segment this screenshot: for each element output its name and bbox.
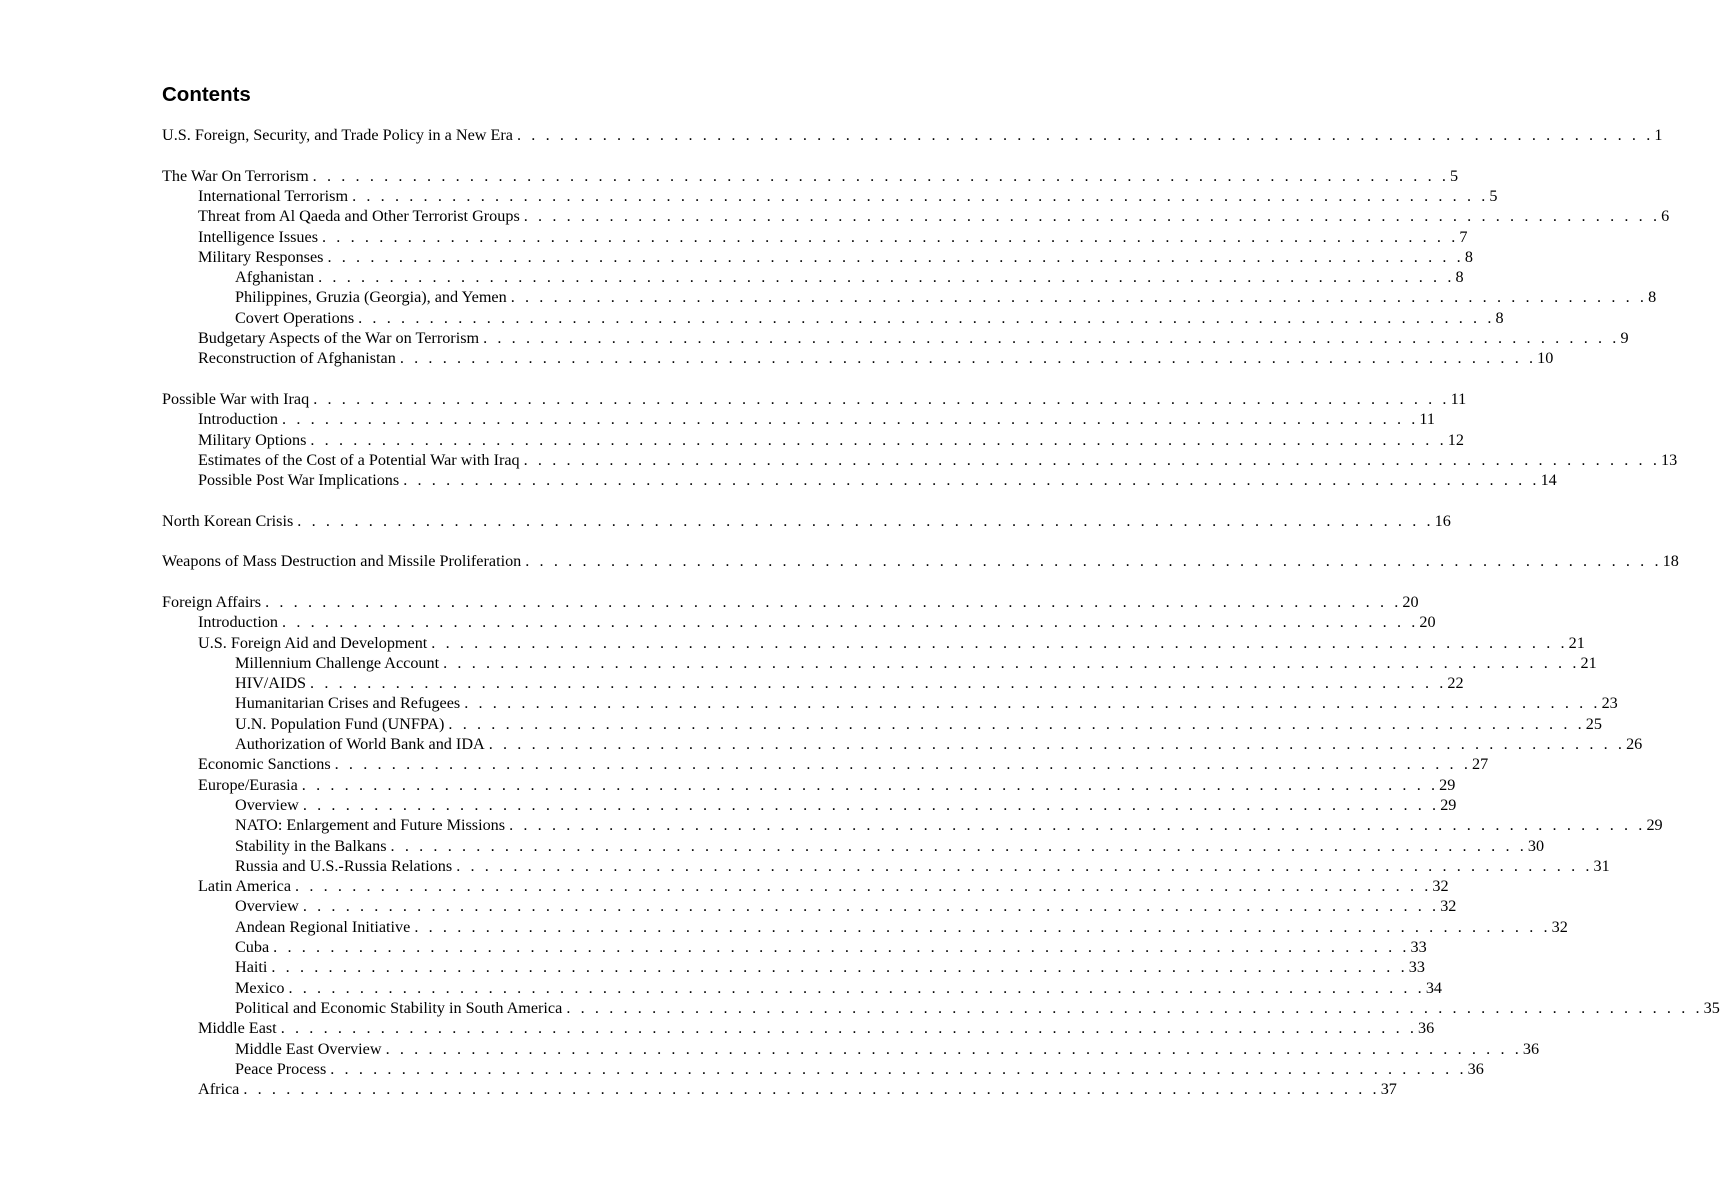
toc-entry[interactable] bbox=[162, 714, 1602, 736]
dot-leader: . . . . . . . . . . . . . . . . . . . . . . . . . . . . . . . . . . . . . . . . . . . . . . . . . . . . . . . . . . . . . . . . . . . . . . . . . . . . . . . . bbox=[273, 938, 1410, 956]
toc-entry[interactable] bbox=[162, 693, 1618, 715]
toc-entry[interactable] bbox=[162, 653, 1597, 675]
toc-entry-title: Economic Sanctions bbox=[198, 755, 331, 774]
dot-leader: . . . . . . . . . . . . . . . . . . . . . . . . . . . . . . . . . . . . . . . . . . . . . . . . . . . . . . . . . . . . . . . . . . . . . . . . . . . . . . . . bbox=[566, 998, 1703, 1017]
dot-leader: . . . . . . . . . . . . . . . . . . . . . . . . . . . . . . . . . . . . . . . . . . . . . . . . . . . . . . . . . . . . . . . . . . . . . . . . . . . . . . . . bbox=[310, 674, 1447, 693]
toc-entry-title: Threat from Al Qaeda and Other Terrorist Groups bbox=[198, 207, 520, 226]
toc-entry-title: Intelligence Issues bbox=[198, 227, 319, 246]
toc-entry-page: 10 bbox=[1537, 349, 1554, 368]
toc-entry-page: 36 bbox=[1467, 1059, 1484, 1078]
toc-entry-title: Military Options bbox=[198, 430, 307, 449]
dot-leader: . . . . . . . . . . . . . . . . . . . . . . . . . . . . . . . . . . . . . . . . . . . . . . . . . . . . . . . . . . . . . . . . . . . . . . . . . . . . . . . . bbox=[525, 552, 1662, 571]
toc-entry-page: 6 bbox=[1661, 207, 1670, 226]
dot-leader: . . . . . . . . . . . . . . . . . . . . . . . . . . . . . . . . . . . . . . . . . . . . . . . . . . . . . . . . . . . . . . . . . . . . . . . . . . . . . . . . bbox=[288, 978, 1425, 997]
toc-entry-title: Political and Economic Stability in South America bbox=[235, 998, 563, 1017]
dot-leader: . . . . . . . . . . . . . . . . . . . . . . . . . . . . . . . . . . . . . . . . . . . . . . . . . . . . . . . . . . . . . . . . . . . . . . . . . . . . . . . . bbox=[295, 877, 1432, 896]
toc-entry-title: Andean Regional Initiative bbox=[235, 917, 411, 936]
toc-entry[interactable] bbox=[162, 186, 1498, 208]
toc-entry[interactable] bbox=[162, 957, 1425, 979]
toc-entry-title: Cuba bbox=[235, 938, 270, 956]
toc-entry-page: 36 bbox=[1522, 1039, 1540, 1058]
toc-entry-title: Latin America bbox=[198, 877, 292, 896]
toc-entry[interactable] bbox=[162, 612, 1436, 634]
dot-leader: . . . . . . . . . . . . . . . . . . . . . . . . . . . . . . . . . . . . . . . . . . . . . . . . . . . . . . . . . . . . . . . . . . . . . . . . . . . . . . . . bbox=[243, 1080, 1380, 1099]
toc-entry[interactable] bbox=[162, 348, 1554, 370]
toc-entry-title: Peace Process bbox=[235, 1059, 327, 1078]
dot-leader: . . . . . . . . . . . . . . . . . . . . . . . . . . . . . . . . . . . . . . . . . . . . . . . . . . . . . . . . . . . . . . . . . . . . . . . . . . . . . . . . bbox=[385, 1039, 1522, 1058]
toc-entry-page: 13 bbox=[1661, 450, 1678, 469]
toc-entry-title: U.N. Population Fund (UNFPA) bbox=[235, 714, 445, 733]
toc-entry[interactable] bbox=[162, 166, 1459, 188]
toc-entry-title: NATO: Enlargement and Future Missions bbox=[235, 816, 506, 835]
toc-entry-page: 34 bbox=[1425, 978, 1442, 997]
dot-leader: . . . . . . . . . . . . . . . . . . . . . . . . . . . . . . . . . . . . . . . . . . . . . . . . . . . . . . . . . . . . . . . . . . . . . . . . . . . . . . . . bbox=[523, 450, 1660, 469]
toc-entry-title: Introduction bbox=[198, 410, 279, 429]
toc-entry-page: 25 bbox=[1585, 714, 1602, 733]
toc-entry[interactable] bbox=[162, 734, 1643, 756]
toc-entry-page: 11 bbox=[1419, 410, 1435, 429]
toc-entry[interactable] bbox=[162, 551, 1679, 573]
toc-entry-title: Haiti bbox=[235, 958, 268, 977]
toc-entry[interactable] bbox=[162, 430, 1464, 452]
dot-leader: . . . . . . . . . . . . . . . . . . . . . . . . . . . . . . . . . . . . . . . . . . . . . . . . . . . . . . . . . . . . . . . . . . . . . . . . . . . . . . . . bbox=[334, 755, 1471, 774]
toc-entry[interactable] bbox=[162, 227, 1468, 249]
toc-entry[interactable] bbox=[162, 998, 1720, 1020]
dot-leader: . . . . . . . . . . . . . . . . . . . . . . . . . . . . . . . . . . . . . . . . . . . . . . . . . . . . . . . . . . . . . . . . . . . . . . . . . . . . . . . . bbox=[483, 329, 1620, 347]
toc-entry-page: 31 bbox=[1593, 856, 1610, 875]
toc-entry-page: 33 bbox=[1410, 938, 1427, 956]
dot-leader: . . . . . . . . . . . . . . . . . . . . . . . . . . . . . . . . . . . . . . . . . . . . . . . . . . . . . . . . . . . . . . . . . . . . . . . . . . . . . . . . bbox=[414, 917, 1551, 936]
toc-entry[interactable] bbox=[162, 125, 1663, 147]
toc-entry-title: Foreign Affairs bbox=[162, 592, 262, 611]
toc-entry[interactable] bbox=[162, 511, 1451, 533]
dot-leader: . . . . . . . . . . . . . . . . . . . . . . . . . . . . . . . . . . . . . . . . . . . . . . . . . . . . . . . . . . . . . . . . . . . . . . . . . . . . . . . . bbox=[510, 288, 1648, 307]
dot-leader: . . . . . . . . . . . . . . . . . . . . . . . . . . . . . . . . . . . . . . . . . . . . . . . . . . . . . . . . . . . . . . . . . . . . . . . . . . . . . . . . bbox=[310, 430, 1447, 449]
toc-entry[interactable] bbox=[162, 389, 1467, 411]
toc-entry-page: 7 bbox=[1459, 227, 1468, 246]
dot-leader: . . . . . . . . . . . . . . . . . . . . . . . . . . . . . . . . . . . . . . . . . . . . . . . . . . . . . . . . . . . . . . . . . . . . . . . . . . . . . . . . bbox=[399, 349, 1537, 368]
toc-entry-page: 29 bbox=[1646, 816, 1663, 835]
toc-entry[interactable] bbox=[162, 1059, 1484, 1081]
toc-entry-title: Mexico bbox=[235, 978, 285, 997]
toc-entry-page: 21 bbox=[1568, 633, 1585, 652]
toc-entry-page: 9 bbox=[1620, 329, 1629, 347]
toc-entry[interactable] bbox=[162, 754, 1489, 776]
toc-entry-title: International Terrorism bbox=[198, 186, 349, 205]
toc-entry-title: Middle East Overview bbox=[235, 1039, 382, 1058]
dot-leader: . . . . . . . . . . . . . . . . . . . . . . . . . . . . . . . . . . . . . . . . . . . . . . . . . . . . . . . . . . . . . . . . . . . . . . . . . . . . . . . . bbox=[352, 186, 1489, 205]
toc-entry[interactable] bbox=[162, 937, 1427, 959]
toc-entry[interactable] bbox=[162, 978, 1442, 1000]
toc-entry-title: U.S. Foreign Aid and Development bbox=[198, 633, 428, 652]
toc-entry[interactable] bbox=[162, 328, 1629, 350]
toc-entry[interactable] bbox=[162, 633, 1585, 655]
dot-leader: . . . . . . . . . . . . . . . . . . . . . . . . . . . . . . . . . . . . . . . . . . . . . . . . . . . . . . . . . . . . . . . . . . . . . . . . . . . . . . . . bbox=[297, 511, 1434, 530]
toc-entry[interactable] bbox=[162, 247, 1473, 269]
toc-entry-page: 12 bbox=[1447, 430, 1464, 449]
toc-entry[interactable] bbox=[162, 592, 1419, 614]
toc-entry[interactable] bbox=[162, 308, 1504, 330]
toc-entry-page: 21 bbox=[1580, 653, 1597, 672]
toc-entry[interactable] bbox=[162, 815, 1663, 837]
toc-entry-page: 8 bbox=[1648, 288, 1657, 307]
dot-leader: . . . . . . . . . . . . . . . . . . . . . . . . . . . . . . . . . . . . . . . . . . . . . . . . . . . . . . . . . . . . . . . . . . . . . . . . . . . . . . . . bbox=[358, 308, 1495, 327]
dot-leader: . . . . . . . . . . . . . . . . . . . . . . . . . . . . . . . . . . . . . . . . . . . . . . . . . . . . . . . . . . . . . . . . . . . . . . . . . . . . . . . . bbox=[523, 207, 1661, 226]
toc-entry-page: 32 bbox=[1440, 897, 1457, 916]
toc-entry-page: 22 bbox=[1447, 674, 1464, 693]
toc-entry-title: Introduction bbox=[198, 613, 279, 632]
toc-entry-title: Humanitarian Crises and Refugees bbox=[235, 694, 461, 713]
toc-entry-page: 20 bbox=[1402, 592, 1419, 611]
toc-entry-page: 11 bbox=[1450, 389, 1467, 408]
toc-entry[interactable] bbox=[162, 206, 1670, 228]
toc-entry-title: Stability in the Balkans bbox=[235, 836, 387, 855]
toc-entry-page: 33 bbox=[1408, 958, 1425, 977]
dot-leader: . . . . . . . . . . . . . . . . . . . . . . . . . . . . . . . . . . . . . . . . . . . . . . . . . . . . . . . . . . . . . . . . . . . . . . . . . . . . . . . . bbox=[271, 958, 1408, 977]
toc-entry-title: Afghanistan bbox=[235, 268, 315, 287]
dot-leader: . . . . . . . . . . . . . . . . . . . . . . . . . . . . . . . . . . . . . . . . . . . . . . . . . . . . . . . . . . . . . . . . . . . . . . . . . . . . . . . . bbox=[403, 471, 1540, 490]
toc-entry[interactable] bbox=[162, 409, 1435, 431]
toc-entry-title: The War On Terrorism bbox=[162, 166, 309, 185]
toc-entry-title: HIV/AIDS bbox=[235, 674, 307, 693]
toc-entry[interactable] bbox=[162, 1039, 1540, 1061]
dot-leader: . . . . . . . . . . . . . . . . . . . . . . . . . . . . . . . . . . . . . . . . . . . . . . . . . . . . . . . . . . . . . . . . . . . . . . . . . . . . . . . . bbox=[431, 633, 1568, 652]
toc-entry-page: 26 bbox=[1626, 735, 1643, 753]
toc-entry-title: Overview bbox=[235, 897, 299, 916]
dot-leader: . . . . . . . . . . . . . . . . . . . . . . . . . . . . . . . . . . . . . . . . . . . . . . . . . . . . . . . . . . . . . . . . . . . . . . . . . . . . . . . . bbox=[327, 247, 1464, 266]
dot-leader: . . . . . . . . . . . . . . . . . . . . . . . . . . . . . . . . . . . . . . . . . . . . . . . . . . . . . . . . . . . . . . . . . . . . . . . . . . . . . . . . bbox=[282, 613, 1419, 632]
dot-leader: . . . . . . . . . . . . . . . . . . . . . . . . . . . . . . . . . . . . . . . . . . . . . . . . . . . . . . . . . . . . . . . . . . . . . . . . . . . . . . . . bbox=[318, 268, 1455, 287]
toc-entry-title: Middle East bbox=[198, 1019, 277, 1038]
toc-entry-title: Europe/Eurasia bbox=[198, 775, 298, 794]
toc-entry-title: Philippines, Gruzia (Georgia), and Yemen bbox=[235, 288, 507, 307]
toc-entry[interactable] bbox=[162, 836, 1545, 858]
toc-entry[interactable] bbox=[162, 267, 1464, 289]
toc-entry-page: 16 bbox=[1434, 511, 1451, 530]
toc-entry-page: 32 bbox=[1432, 877, 1449, 896]
toc-entry-page: 29 bbox=[1439, 775, 1456, 794]
toc-entry-title: Millennium Challenge Account bbox=[235, 653, 440, 672]
dot-leader: . . . . . . . . . . . . . . . . . . . . . . . . . . . . . . . . . . . . . . . . . . . . . . . . . . . . . . . . . . . . . . . . . . . . . . . . . . . . . . . . bbox=[443, 653, 1580, 672]
toc-entry[interactable] bbox=[162, 795, 1457, 817]
toc-entry-page: 23 bbox=[1601, 694, 1618, 713]
toc-entry-page: 37 bbox=[1380, 1080, 1397, 1099]
toc-entry[interactable] bbox=[162, 1079, 1397, 1101]
toc-entry[interactable] bbox=[162, 450, 1678, 472]
dot-leader: . . . . . . . . . . . . . . . . . . . . . . . . . . . . . . . . . . . . . . . . . . . . . . . . . . . . . . . . . . . . . . . . . . . . . . . . . . . . . . . . bbox=[390, 836, 1527, 855]
toc-entry-title: Military Responses bbox=[198, 247, 324, 266]
toc-entry[interactable] bbox=[162, 673, 1464, 695]
dot-leader: . . . . . . . . . . . . . . . . . . . . . . . . . . . . . . . . . . . . . . . . . . . . . . . . . . . . . . . . . . . . . . . . . . . . . . . . . . . . . . . . bbox=[516, 126, 1654, 144]
dot-leader: . . . . . . . . . . . . . . . . . . . . . . . . . . . . . . . . . . . . . . . . . . . . . . . . . . . . . . . . . . . . . . . . . . . . . . . . . . . . . . . . bbox=[302, 897, 1440, 916]
toc-entry-title: U.S. Foreign, Security, and Trade Policy in a New Era bbox=[162, 126, 513, 144]
dot-leader: . . . . . . . . . . . . . . . . . . . . . . . . . . . . . . . . . . . . . . . . . . . . . . . . . . . . . . . . . . . . . . . . . . . . . . . . . . . . . . . . bbox=[313, 389, 1450, 408]
toc-entry-page: 5 bbox=[1489, 186, 1498, 205]
toc-entry-page: 8 bbox=[1455, 268, 1464, 287]
toc-entry-page: 30 bbox=[1527, 836, 1545, 855]
dot-leader: . . . . . . . . . . . . . . . . . . . . . . . . . . . . . . . . . . . . . . . . . . . . . . . . . . . . . . . . . . . . . . . . . . . . . . . . . . . . . . . . bbox=[448, 714, 1585, 733]
toc-entry-page: 14 bbox=[1540, 471, 1557, 490]
page-title: Contents bbox=[162, 83, 251, 106]
toc-entry[interactable] bbox=[162, 856, 1610, 878]
dot-leader: . . . . . . . . . . . . . . . . . . . . . . . . . . . . . . . . . . . . . . . . . . . . . . . . . . . . . . . . . . . . . . . . . . . . . . . . . . . . . . . . bbox=[322, 227, 1459, 246]
toc-entry[interactable] bbox=[162, 896, 1457, 918]
toc-entry-title: Estimates of the Cost of a Potential War with Iraq bbox=[198, 450, 520, 469]
toc-entry[interactable] bbox=[162, 1018, 1435, 1040]
toc-entry-title: Reconstruction of Afghanistan bbox=[198, 349, 396, 368]
toc-entry-title: Africa bbox=[198, 1080, 240, 1099]
toc-entry[interactable] bbox=[162, 775, 1456, 797]
toc-entry[interactable] bbox=[162, 287, 1657, 309]
toc-entry-title: Possible Post War Implications bbox=[198, 471, 400, 490]
toc-entry-page: 35 bbox=[1703, 998, 1720, 1017]
toc-entry-title: Authorization of World Bank and IDA bbox=[235, 735, 485, 753]
dot-leader: . . . . . . . . . . . . . . . . . . . . . . . . . . . . . . . . . . . . . . . . . . . . . . . . . . . . . . . . . . . . . . . . . . . . . . . . . . . . . . . . bbox=[464, 694, 1601, 713]
dot-leader: . . . . . . . . . . . . . . . . . . . . . . . . . . . . . . . . . . . . . . . . . . . . . . . . . . . . . . . . . . . . . . . . . . . . . . . . . . . . . . . . bbox=[302, 795, 1440, 814]
toc-entry-title: Budgetary Aspects of the War on Terrorism bbox=[198, 329, 480, 347]
toc-entry-title: North Korean Crisis bbox=[162, 511, 294, 530]
toc-entry[interactable] bbox=[162, 917, 1568, 939]
toc-entry[interactable] bbox=[162, 876, 1449, 898]
toc-entry-page: 20 bbox=[1419, 613, 1436, 632]
dot-leader: . . . . . . . . . . . . . . . . . . . . . . . . . . . . . . . . . . . . . . . . . . . . . . . . . . . . . . . . . . . . . . . . . . . . . . . . . . . . . . . . bbox=[488, 735, 1626, 753]
toc-entry-title: Russia and U.S.-Russia Relations bbox=[235, 856, 453, 875]
toc-entry-page: 18 bbox=[1662, 552, 1679, 571]
toc-entry-page: 36 bbox=[1418, 1019, 1435, 1038]
toc-entry-title: Overview bbox=[235, 795, 299, 814]
dot-leader: . . . . . . . . . . . . . . . . . . . . . . . . . . . . . . . . . . . . . . . . . . . . . . . . . . . . . . . . . . . . . . . . . . . . . . . . . . . . . . . . bbox=[456, 856, 1593, 875]
dot-leader: . . . . . . . . . . . . . . . . . . . . . . . . . . . . . . . . . . . . . . . . . . . . . . . . . . . . . . . . . . . . . . . . . . . . . . . . . . . . . . . . bbox=[312, 166, 1450, 185]
dot-leader: . . . . . . . . . . . . . . . . . . . . . . . . . . . . . . . . . . . . . . . . . . . . . . . . . . . . . . . . . . . . . . . . . . . . . . . . . . . . . . . . bbox=[265, 592, 1402, 611]
dot-leader: . . . . . . . . . . . . . . . . . . . . . . . . . . . . . . . . . . . . . . . . . . . . . . . . . . . . . . . . . . . . . . . . . . . . . . . . . . . . . . . . bbox=[301, 775, 1439, 794]
toc-entry-page: 5 bbox=[1450, 166, 1459, 185]
dot-leader: . . . . . . . . . . . . . . . . . . . . . . . . . . . . . . . . . . . . . . . . . . . . . . . . . . . . . . . . . . . . . . . . . . . . . . . . . . . . . . . . bbox=[509, 816, 1646, 835]
toc-entry-title: Covert Operations bbox=[235, 308, 355, 327]
dot-leader: . . . . . . . . . . . . . . . . . . . . . . . . . . . . . . . . . . . . . . . . . . . . . . . . . . . . . . . . . . . . . . . . . . . . . . . . . . . . . . . . bbox=[280, 1019, 1418, 1038]
dot-leader: . . . . . . . . . . . . . . . . . . . . . . . . . . . . . . . . . . . . . . . . . . . . . . . . . . . . . . . . . . . . . . . . . . . . . . . . . . . . . . . . bbox=[282, 410, 1419, 429]
toc-entry-page: 1 bbox=[1654, 126, 1663, 144]
toc-entry-title: Weapons of Mass Destruction and Missile Proliferation bbox=[162, 552, 522, 571]
toc-entry-page: 8 bbox=[1495, 308, 1504, 327]
toc-entry-title: Possible War with Iraq bbox=[162, 389, 310, 408]
toc-entry-page: 8 bbox=[1464, 247, 1473, 266]
toc-entry-page: 32 bbox=[1551, 917, 1568, 936]
dot-leader: . . . . . . . . . . . . . . . . . . . . . . . . . . . . . . . . . . . . . . . . . . . . . . . . . . . . . . . . . . . . . . . . . . . . . . . . . . . . . . . . bbox=[330, 1059, 1467, 1078]
toc-entry[interactable] bbox=[162, 470, 1557, 492]
toc-entry-page: 29 bbox=[1440, 795, 1457, 814]
toc-entry-page: 27 bbox=[1471, 755, 1489, 774]
